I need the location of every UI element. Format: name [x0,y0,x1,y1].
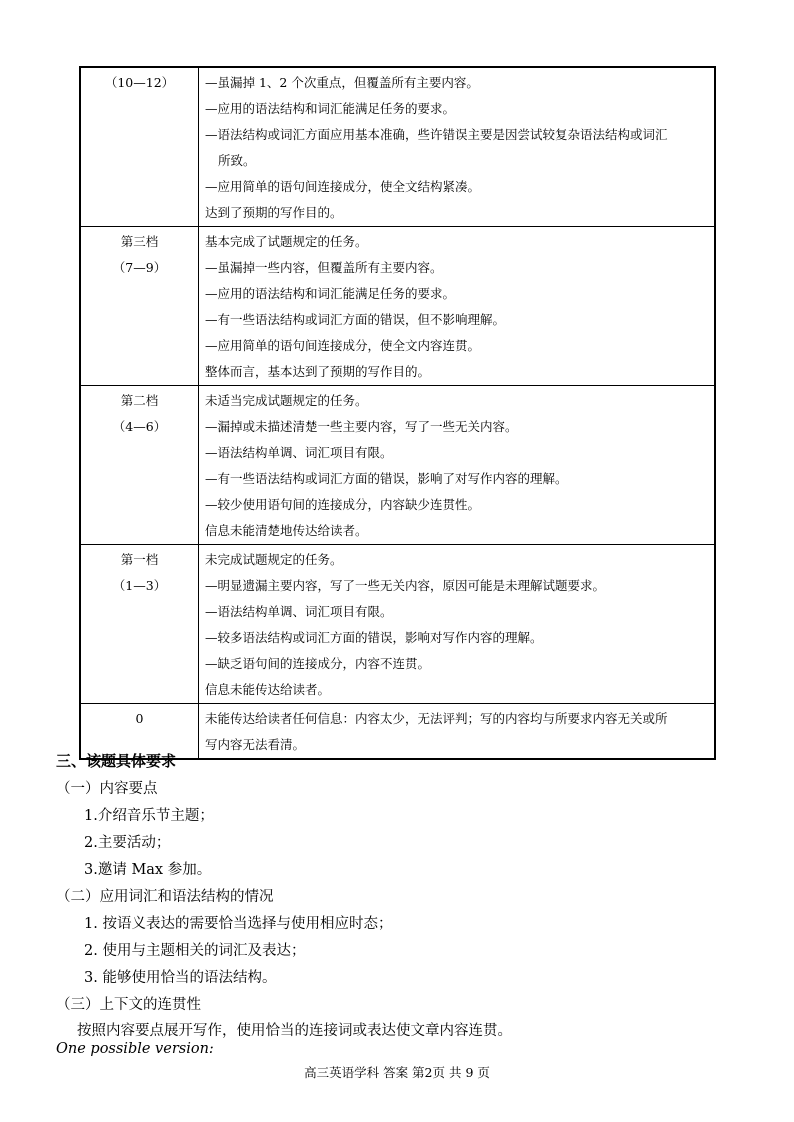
rubric-level-cell [80,227,199,386]
rubric-level-cell [80,545,199,704]
rubric-line: —语法结构单调、词汇项目有限。 [205,445,393,460]
part2-heading: （二）应用词汇和语法结构的情况 [56,889,274,905]
rubric-line: —应用简单的语句间连接成分，使全文内容连贯。 [205,338,481,353]
rubric-line: —较多语法结构或词汇方面的错误，影响对写作内容的理解。 [205,630,543,645]
rubric-row-level-4 [80,67,715,227]
rubric-description-cell [199,545,716,704]
rubric-row-level-3 [80,227,715,386]
coherence-text: 按照内容要点展开写作，使用恰当的连接词或表达使文章内容连贯。 [77,1023,512,1039]
rubric-line: —应用简单的语句间连接成分，使全文结构紧凑。 [205,179,481,194]
rubric-line: 达到了预期的写作目的。 [205,205,343,220]
rubric-row-level-2 [80,386,715,545]
page-footer: 高三英语学科 答案 第2页 共 9 页 [304,1065,490,1080]
rubric-line: —虽漏掉 1、2 个次重点，但覆盖所有主要内容。 [205,75,479,90]
rubric-line: 写内容无法看清。 [205,737,306,752]
rubric-line: —有一些语法结构或词汇方面的错误，但不影响理解。 [205,312,506,327]
content-point: 1.介绍音乐节主题； [84,808,214,824]
rubric-range: （7—9） [112,260,167,275]
grammar-point: 2. 使用与主题相关的词汇及表达； [84,943,306,959]
grammar-point: 1. 按语义表达的需要恰当选择与使用相应时态； [84,916,393,932]
rubric-description-cell [199,386,716,545]
part1-heading: （一）内容要点 [56,781,158,797]
rubric-range: （4—6） [112,419,167,434]
rubric-line: 整体而言，基本达到了预期的写作目的。 [205,364,431,379]
sample-version-label: One possible version: [56,1041,214,1057]
grammar-point: 3. 能够使用恰当的语法结构。 [84,970,277,986]
rubric-level-name: 第三档 [120,234,159,249]
rubric-line: —缺乏语句间的连接成分，内容不连贯。 [205,656,431,671]
rubric-line: 基本完成了试题规定的任务。 [205,234,368,249]
section-title: 三、该题具体要求 [56,752,177,770]
rubric-line: 未完成试题规定的任务。 [205,552,343,567]
rubric-range: （1—3） [112,578,167,593]
rubric-line: —较少使用语句间的连接成分，内容缺少连贯性。 [205,497,481,512]
rubric-level-name: 第一档 [120,552,159,567]
rubric-line: 所致。 [218,153,256,168]
rubric-level-cell [80,67,199,227]
rubric-level-name: 0 [135,711,144,726]
rubric-description-cell [199,227,716,386]
rubric-line: —明显遗漏主要内容，写了一些无关内容，原因可能是未理解试题要求。 [205,578,606,593]
rubric-line: 信息未能传达给读者。 [205,682,331,697]
rubric-level-cell [80,386,199,545]
rubric-line: —语法结构或词汇方面应用基本准确，些许错误主要是因尝试较复杂语法结构或词汇 [205,127,668,142]
rubric-range: （10—12） [104,75,175,90]
rubric-line: —应用的语法结构和词汇能满足任务的要求。 [205,286,456,301]
rubric-line: 未适当完成试题规定的任务。 [205,393,368,408]
rubric-line: —应用的语法结构和词汇能满足任务的要求。 [205,101,456,116]
part3-heading: （三）上下文的连贯性 [56,997,201,1013]
rubric-description-cell [199,67,716,227]
rubric-line: —漏掉或未描述清楚一些主要内容，写了一些无关内容。 [205,419,518,434]
rubric-line: —有一些语法结构或词汇方面的错误，影响了对写作内容的理解。 [205,471,568,486]
content-point: 3.邀请 Max 参加。 [84,862,212,878]
rubric-line: —虽漏掉一些内容，但覆盖所有主要内容。 [205,260,443,275]
content-point: 2.主要活动； [84,835,171,851]
rubric-line: 信息未能清楚地传达给读者。 [205,523,368,538]
rubric-row-level-1 [80,545,715,704]
rubric-level-name: 第二档 [120,393,159,408]
rubric-line: 未能传达给读者任何信息：内容太少，无法评判；写的内容均与所要求内容无关或所 [205,711,668,726]
rubric-description-cell [199,704,716,760]
rubric-line: —语法结构单调、词汇项目有限。 [205,604,393,619]
scoring-rubric-table [79,66,716,760]
